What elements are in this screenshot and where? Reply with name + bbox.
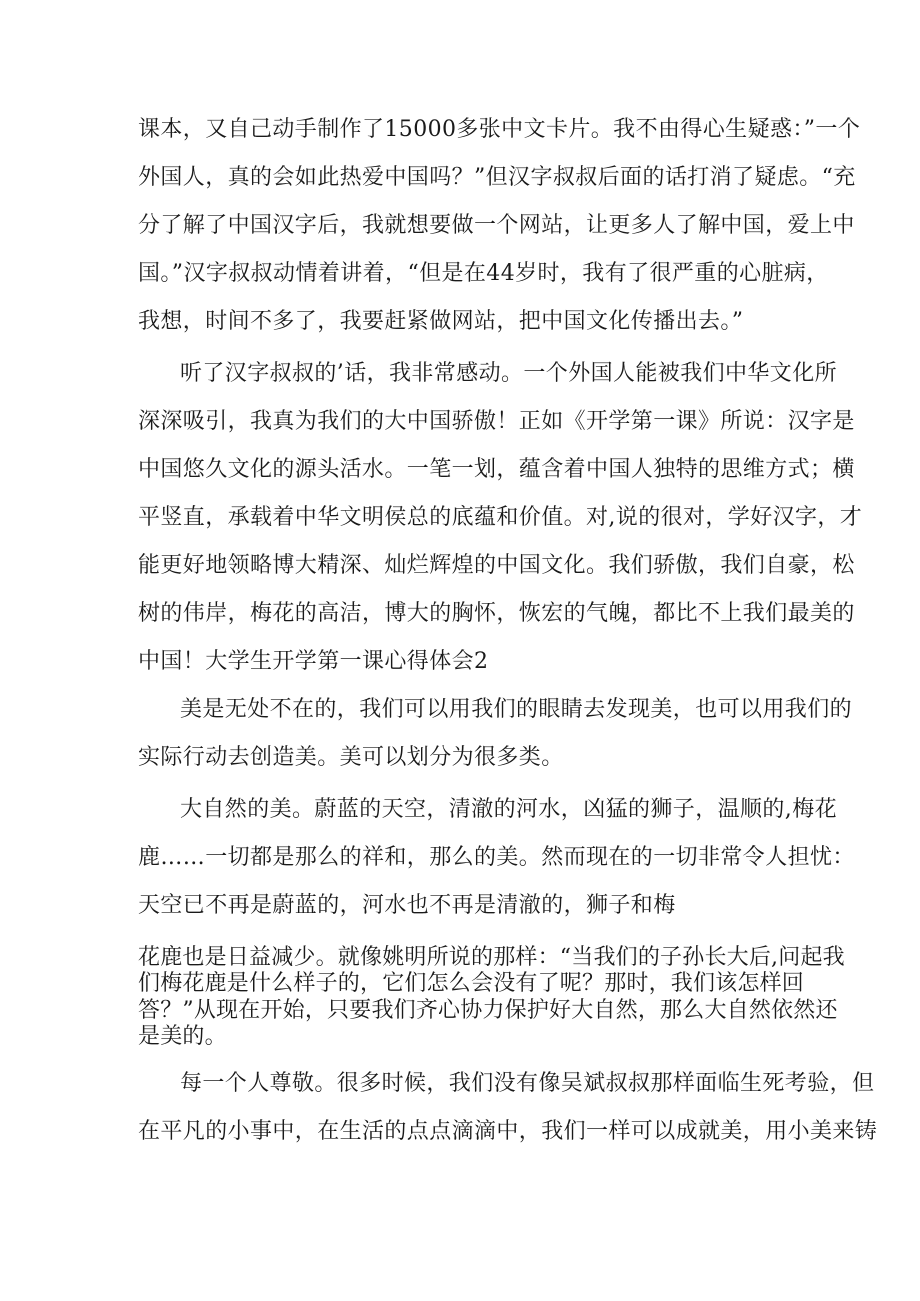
text-line: 分了解了中国汉字后，我就想要做一个网站，让更多人了解中国，爱上中: [138, 213, 855, 238]
text-line: 平竖直，承载着中华文明侯总的底蕴和价值。对,说的很对，学好汉字，才: [138, 505, 863, 530]
text-line: 们梅花鹿是什么样子的，它们怎么会没有了呢？那时，我们该怎样回: [138, 971, 805, 996]
text-line: 外国人，真的会如此热爱中国吗？”但汉字叔叔后面的话打消了疑虑。“充: [138, 165, 856, 190]
text-line: 实际行动去创造美。美可以划分为很多类。: [138, 745, 564, 770]
text-line: 花鹿也是日益减少。就像姚明所说的那样：“当我们的子孙长大后,问起我: [138, 945, 845, 970]
text-line: 天空已不再是蔚蓝的，河水也不再是清澈的，狮子和梅: [138, 893, 676, 918]
section-heading-line: 中国！大学生开学第一课心得体会2: [138, 649, 489, 674]
text-line: 鹿……一切都是那么的祥和，那么的美。然而现在的一切非常令人担忧：: [138, 845, 855, 870]
text-line: 我想，时间不多了，我要赶紧做网站，把中国文化传播出去。”: [138, 309, 744, 334]
text-line: 是美的。: [138, 1024, 227, 1049]
paragraph-first-line: 大自然的美。蔚蓝的天空，清澈的河水，凶猛的狮子，温顺的,梅花: [180, 797, 837, 822]
text-line: 课本，又自己动手制作了15000多张中文卡片。我不由得心生疑惑：”一个: [138, 117, 861, 142]
text-line: 深深吸引，我真为我们的大中国骄傲！正如《开学第一课》所说：汉字是: [138, 409, 855, 434]
text-line: 中国悠久文化的源头活水。一笔一划，蕴含着中国人独特的思维方式；横: [138, 457, 855, 482]
text-line: 答？”从现在开始，只要我们齐心协力保护好大自然，那么大自然依然还: [138, 998, 838, 1023]
text-line: 在平凡的小事中，在生活的点点滴滴中，我们一样可以成就美，用小美来铸: [138, 1119, 878, 1144]
paragraph-first-line: 美是无处不在的，我们可以用我们的眼睛去发现美，也可以用我们的: [180, 697, 853, 722]
paragraph-first-line: 每一个人尊敬。很多时候，我们没有像吴斌叔叔那样面临生死考验，但: [180, 1071, 875, 1096]
text-line: 国。”汉字叔叔动情着讲着，“但是在44岁时，我有了很严重的心脏病，: [138, 261, 829, 286]
text-line: 能更好地领略博大精深、灿烂辉煌的中国文化。我们骄傲，我们自豪，松: [138, 553, 855, 578]
paragraph-first-line: 听了汉字叔叔的’话，我非常感动。一个外国人能被我们中华文化所: [180, 361, 837, 386]
text-line: 树的伟岸，梅花的高洁，博大的胸怀，恢宏的气魄，都比不上我们最美的: [138, 601, 855, 626]
